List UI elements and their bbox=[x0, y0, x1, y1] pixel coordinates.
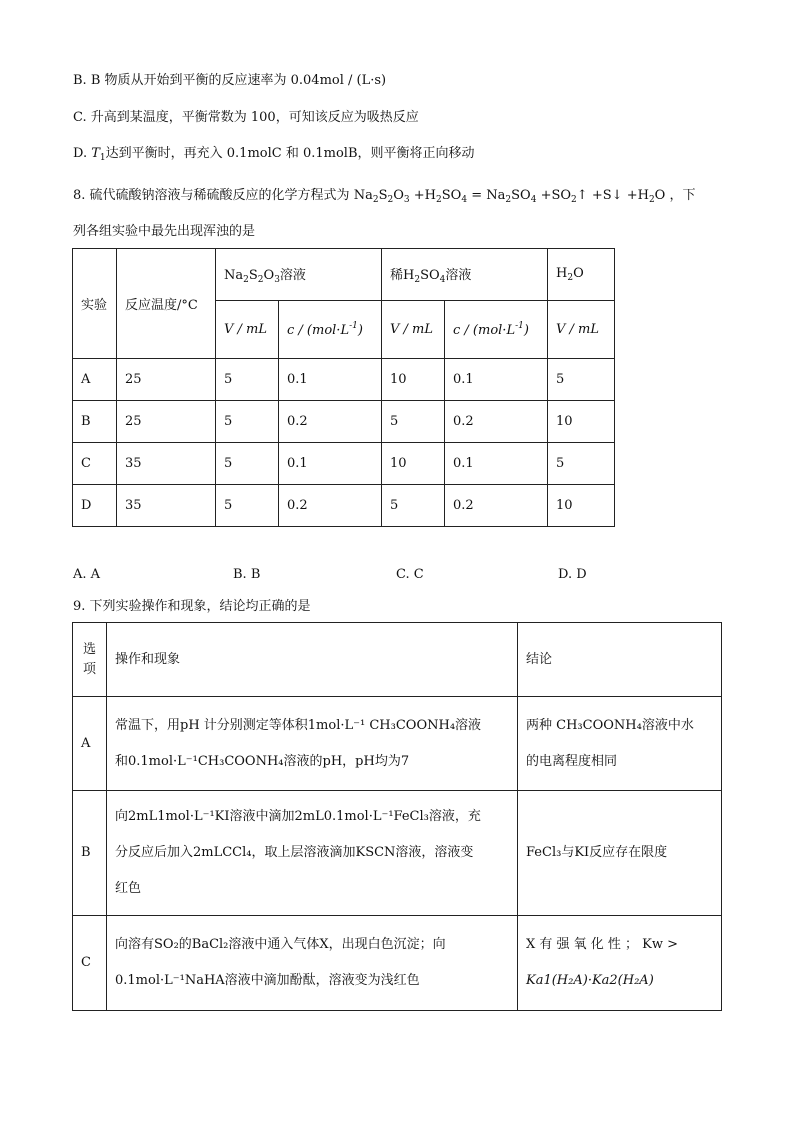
option-b-line bbox=[73, 71, 386, 91]
table-row bbox=[73, 916, 722, 1011]
q8-sub-v1: V / mL bbox=[216, 301, 279, 359]
q8-answer-c: C. C bbox=[396, 567, 424, 582]
q9-row-c-op: 向溶有SO₂的BaCl₂溶液中通入气体X，出现白色沉淀；向 0.1mol·L⁻¹NaHA溶液中滴加酚酞，溶液变为浅红色 bbox=[107, 916, 518, 1011]
q9-row-b-op: 向2mL1mol·L⁻¹KI溶液中滴加2mL0.1mol·L⁻¹FeCl₃溶液，充 分反应后加入2mLCCl₄，取上层溶液滴加KSCN溶液，溶液变 红色 bbox=[107, 791, 518, 916]
table-row: B 25 5 0.2 5 0.2 10 bbox=[73, 401, 615, 443]
q8-col-exp: 实验 bbox=[73, 249, 117, 359]
q8-group-na2s2o3: $Na_2S_2O_3$溶液 bbox=[216, 249, 382, 301]
q8-answer-d: D. D bbox=[558, 567, 587, 582]
q8-sub-c1: $c / (mol\cdot L^{-1})$ bbox=[279, 301, 382, 359]
q8-group-h2so4: 稀$H_2SO_4$溶液 bbox=[382, 249, 548, 301]
q8-sub-c2: $c / (mol\cdot L^{-1})$ bbox=[445, 301, 548, 359]
q9-header-option: 选项 bbox=[73, 623, 107, 697]
q8-tail: ，下 bbox=[669, 188, 696, 203]
table-row: C 35 5 0.1 10 0.1 5 bbox=[73, 443, 615, 485]
q9-row-b-con: FeCl₃与KI反应存在限度 bbox=[518, 791, 722, 916]
table-row: A 25 5 0.1 10 0.1 5 bbox=[73, 359, 615, 401]
option-d-prefix: D. bbox=[73, 146, 92, 161]
q8-sub-v2: V / mL bbox=[382, 301, 445, 359]
q9-row-a-op: 常温下，用pH 计分别测定等体积1mol·L⁻¹ CH₃COONH₄溶液 和0.1mol·L⁻¹CH₃COONH₄溶液的pH，pH均为7 bbox=[107, 697, 518, 791]
q9-row-c-label: C bbox=[73, 916, 107, 1011]
q8-table bbox=[72, 248, 615, 527]
q9-title: 9. 下列实验操作和现象，结论均正确的是 bbox=[73, 599, 311, 614]
q8-equation: $Na_2S_2O_3 +H_2SO_4 = Na_2SO_4$ $+SO_2↑$ +S↓ $+H_2O$ bbox=[353, 188, 666, 205]
q9-row-b-label: B bbox=[73, 791, 107, 916]
q9-row-a-label: A bbox=[73, 697, 107, 791]
table-row bbox=[73, 791, 722, 916]
table-row: D 35 5 0.2 5 0.2 10 bbox=[73, 485, 615, 527]
q9-row-a-con: 两种 CH₃COONH₄溶液中水 的电离程度相同 bbox=[518, 697, 722, 791]
option-c-line bbox=[73, 108, 419, 128]
option-b-text: B. B 物质从开始到平衡的反应速率为 0.04 bbox=[73, 73, 320, 88]
q8-sub-v3: V / mL bbox=[548, 301, 615, 359]
option-d-rest: 达到平衡时，再充入 0.1molC 和 0.1molB，则平衡将正向移动 bbox=[105, 146, 475, 161]
q9-header-operation: 操作和现象 bbox=[107, 623, 518, 697]
q8-group-h2o: $H_2O$ bbox=[548, 249, 615, 301]
option-b-unit: mol / (L·s) bbox=[319, 73, 387, 88]
q9-row-c-con: X 有 强 氧 化 性 ； Kw > Ka1(H₂A)·Ka2(H₂A) bbox=[518, 916, 722, 1011]
table-row bbox=[73, 697, 722, 791]
q8-answer-a: A. A bbox=[73, 567, 101, 582]
q9-header-conclusion: 结论 bbox=[518, 623, 722, 697]
option-d-line bbox=[73, 144, 475, 168]
q9-table bbox=[72, 622, 722, 1011]
option-d-tsub: 1 bbox=[99, 153, 106, 163]
q8-line1 bbox=[73, 186, 696, 210]
q8-line2: 列各组实验中最先出现浑浊的是 bbox=[73, 224, 256, 239]
option-d-t: T bbox=[91, 146, 100, 161]
q8-stem: 8. 硫代硫酸钠溶液与稀硫酸反应的化学方程式为 bbox=[73, 188, 350, 203]
q8-answer-b: B. B bbox=[233, 567, 261, 582]
option-c-text: C. 升高到某温度，平衡常数为 100，可知该反应为吸热反应 bbox=[73, 110, 419, 125]
q8-col-temp: 反应温度/°C bbox=[117, 249, 216, 359]
